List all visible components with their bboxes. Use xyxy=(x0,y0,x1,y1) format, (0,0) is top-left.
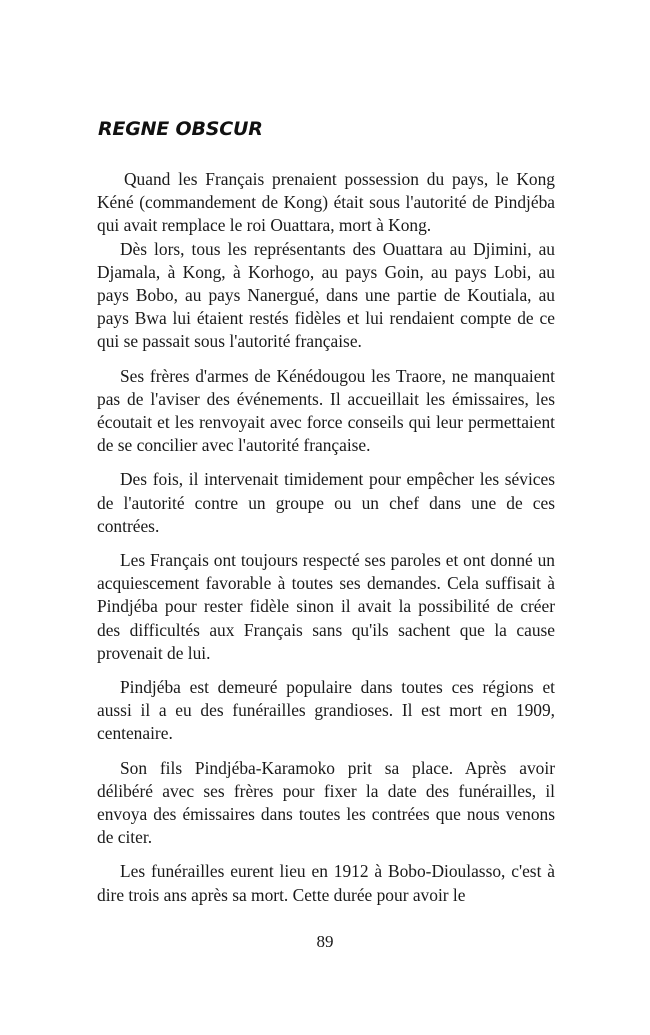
paragraph: Son fils Pindjéba-Karamoko prit sa place. Après avoir délibéré avec ses frères pour fixer la date des funérailles, il envoya des émissaires dans toutes les contrées que nous venons de citer. xyxy=(97,757,555,848)
paragraph: Ses frères d'armes de Kénédougou les Traore, ne manquaient pas de l'aviser des événements. Il accueillait les émissaires, les écoutait et les renvoyait avec force conseils qui leur permettaient de se concilier avec l'autorité française. xyxy=(97,365,555,456)
paragraph: Les Français ont toujours respecté ses paroles et ont donné un acquiescement favorable à toutes ses demandes. Cela suffisait à Pindjéba pour rester fidèle sinon il avait la possibilité de créer des difficultés aux Français sans qu'ils sachent que la cause provenait de lui. xyxy=(97,550,555,663)
paragraph: Des fois, il intervenait timidement pour empêcher les sévices de l'autorité contre un groupe ou un chef dans une de ces contrées. xyxy=(97,469,555,536)
paragraph: Les funérailles eurent lieu en 1912 à Bobo-Dioulasso, c'est à dire trois ans après sa mort. Cette durée pour avoir le xyxy=(97,861,555,905)
body-text xyxy=(97,168,555,918)
paragraph: Dès lors, tous les représentants des Ouattara au Djimini, au Djamala, à Kong, à Korhogo, au pays Goin, au pays Lobi, au pays Bobo, au pays Nanergué, dans une partie de Koutiala, au pays Bwa lui étaient restés fidèles et lui rendaient compte de ce qui se passait sous l'autorité française. xyxy=(97,238,555,352)
paragraph: Quand les Français prenaient possession du pays, le Kong Kéné (commandement de Kong) était sous l'autorité de Pindjéba qui avait remplace le roi Ouattara, mort à Kong. xyxy=(97,169,555,236)
paragraph: Pindjéba est demeuré populaire dans toutes ces régions et aussi il a eu des funérailles grandioses. Il est mort en 1909, centenaire. xyxy=(97,677,555,744)
page-number: 89 xyxy=(316,932,334,951)
chapter-heading: REGNE OBSCUR xyxy=(98,118,263,140)
